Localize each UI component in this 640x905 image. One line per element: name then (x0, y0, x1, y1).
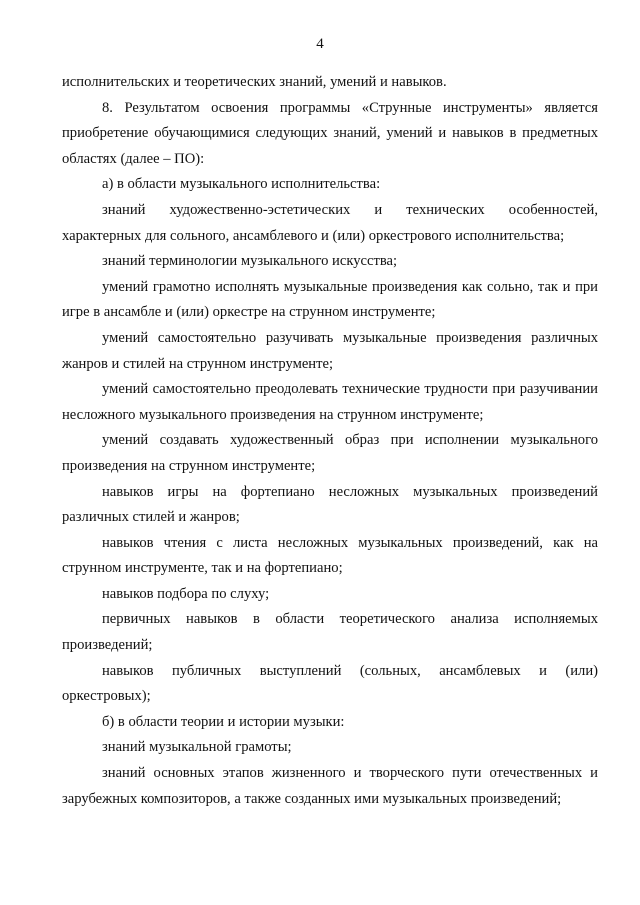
list-item: умений самостоятельно преодолевать технические трудности при разучивании несложного музыкального произведения на струнном инструменте; (62, 381, 598, 423)
list-item: знаний художественно-эстетических и технических особенностей, характерных для сольного, ансамблевого и (или) оркестрового исполнительства; (62, 201, 598, 244)
list-item: знаний терминологии музыкального искусства; (102, 253, 398, 270)
list-item: умений создавать художественный образ при исполнении музыкального произведения на струнном инструменте; (62, 432, 598, 474)
list-item: навыков чтения с листа несложных музыкальных произведений, как на струнном инструменте, так и на фортепиано; (62, 534, 598, 577)
subheading-theory: б) в области теории и истории музыки: (102, 713, 345, 730)
list-item: знаний музыкальной грамоты; (102, 739, 292, 756)
list-item: навыков игры на фортепиано несложных музыкальных произведений различных стилей и жанров; (62, 483, 598, 526)
list-item: умений самостоятельно разучивать музыкальные произведения различных жанров и стилей на струнном инструменте; (62, 329, 598, 372)
paragraph-continuation: исполнительских и теоретических знаний, умений и навыков. (62, 74, 447, 90)
document-body (62, 70, 598, 812)
list-item: первичных навыков в области теоретического анализа исполняемых произведений; (62, 611, 598, 654)
list-item: навыков подбора по слуху; (102, 585, 270, 602)
list-item: знаний основных этапов жизненного и творческого пути отечественных и зарубежных композиторов, а также созданных ими музыкальных произведений; (62, 765, 598, 807)
list-item: навыков публичных выступлений (сольных, ансамблевых и (или) оркестровых); (62, 662, 598, 705)
list-item: умений грамотно исполнять музыкальные произведения как сольно, так и при игре в ансамбле и (или) оркестре на струнном инструменте; (62, 278, 598, 321)
subheading-performance: а) в области музыкального исполнительства: (102, 176, 381, 193)
page-number: 4 (316, 36, 324, 52)
paragraph-item-8: 8. Результатом освоения программы «Струнные инструменты» является приобретение обучающимися следующих знаний, умений и навыков в предметных областях (далее – ПО): (62, 99, 598, 167)
